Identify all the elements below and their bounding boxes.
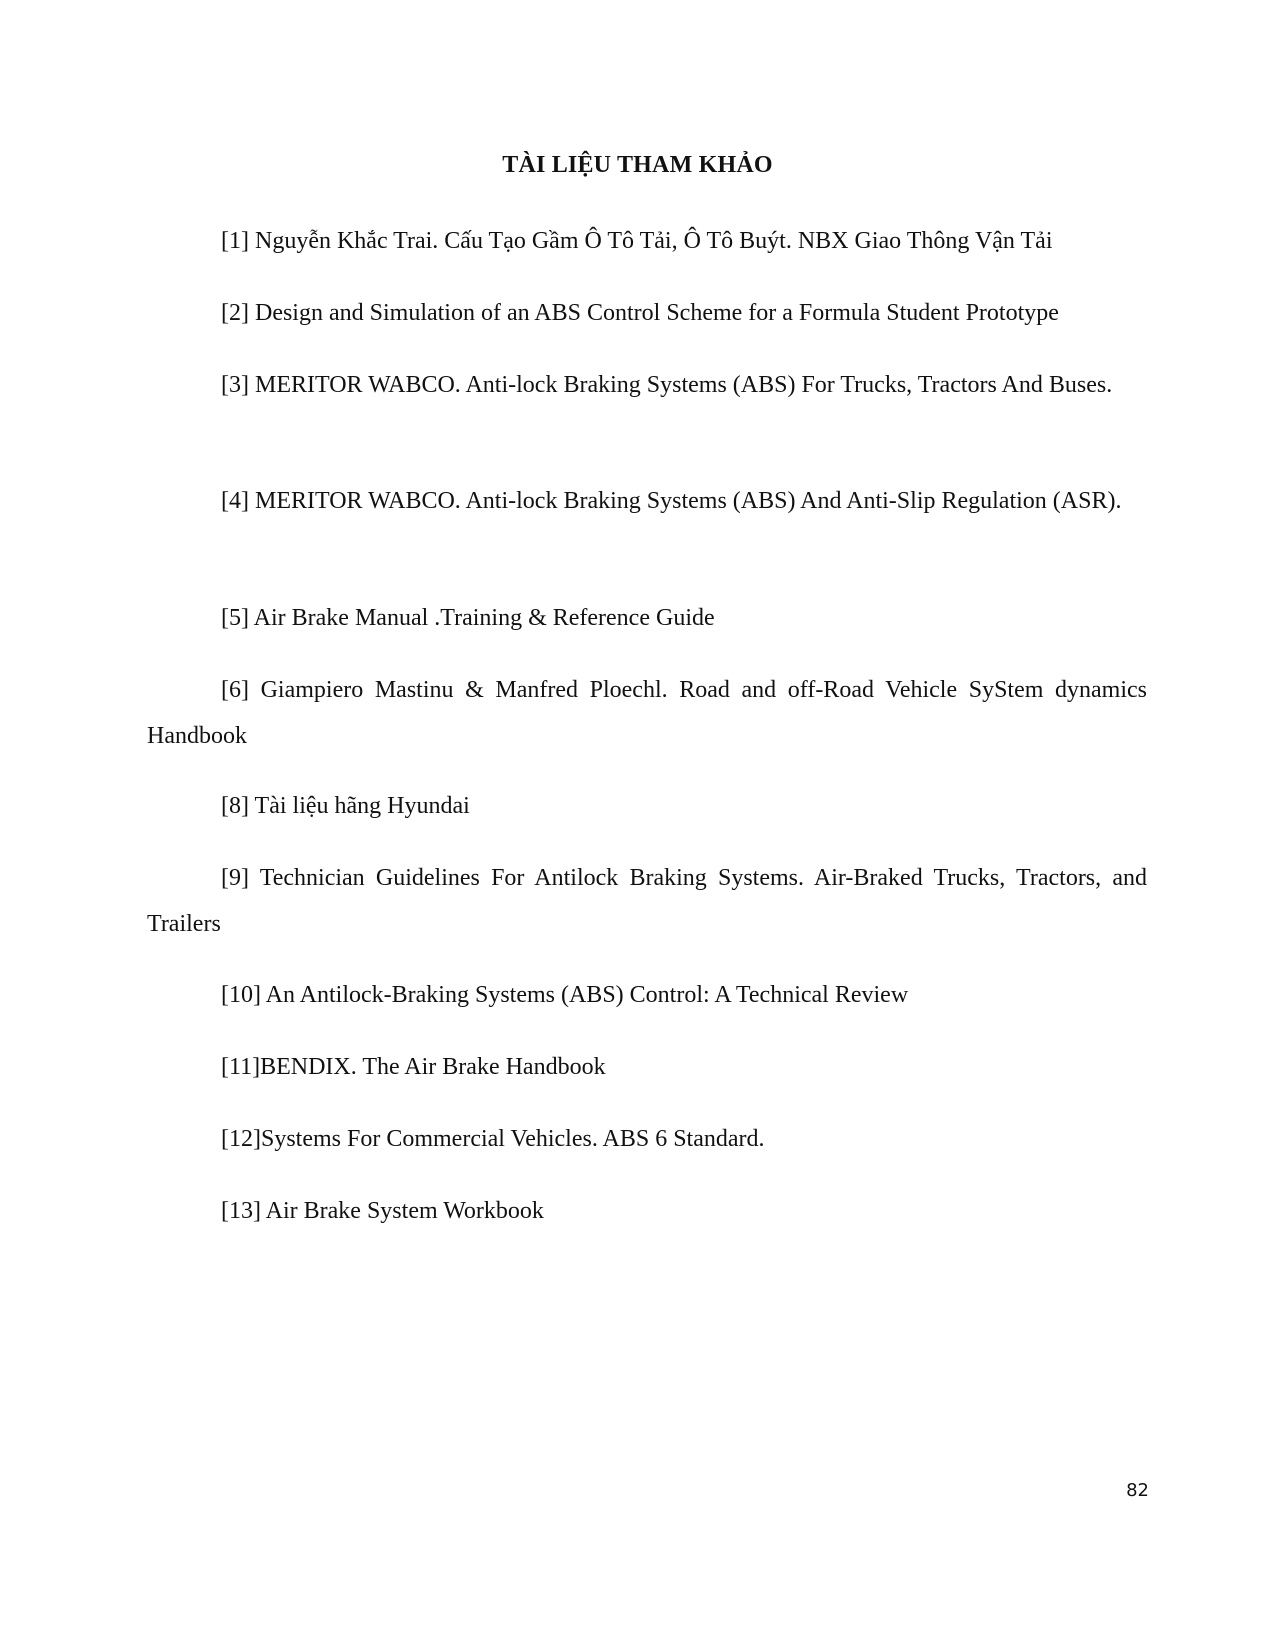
page-number: 82 <box>1126 1480 1149 1501</box>
reference-item-12: [12]Systems For Commercial Vehicles. ABS 6 Standard. <box>221 1126 765 1152</box>
reference-item-5: [5] Air Brake Manual .Training & Reference Guide <box>221 605 715 631</box>
reference-item-6: [6] Giampiero Mastinu & Manfred Ploechl. Road and off-Road Vehicle SyStem dynamics Handbook <box>147 677 1147 749</box>
reference-item-10: [10] An Antilock-Braking Systems (ABS) Control: A Technical Review <box>221 982 909 1008</box>
reference-item-8: [8] Tài liệu hãng Hyundai <box>221 793 470 819</box>
reference-item-9: [9] Technician Guidelines For Antilock Braking Systems. Air-Braked Trucks, Tractors, and Trailers <box>147 865 1147 937</box>
reference-item-11: [11]BENDIX. The Air Brake Handbook <box>221 1054 606 1080</box>
reference-item-4: [4] MERITOR WABCO. Anti-lock Braking Systems (ABS) And Anti-Slip Regulation (ASR). <box>221 488 1122 514</box>
reference-item-13: [13] Air Brake System Workbook <box>221 1198 544 1224</box>
reference-item-3: [3] MERITOR WABCO. Anti-lock Braking Systems (ABS) For Trucks, Tractors And Buses. <box>221 372 1113 398</box>
page-title: TÀI LIỆU THAM KHẢO <box>502 152 773 178</box>
reference-item-1: [1] Nguyễn Khắc Trai. Cấu Tạo Gầm Ô Tô Tải, Ô Tô Buýt. NBX Giao Thông Vận Tải <box>221 228 1053 254</box>
reference-item-2: [2] Design and Simulation of an ABS Control Scheme for a Formula Student Prototype <box>221 300 1059 326</box>
